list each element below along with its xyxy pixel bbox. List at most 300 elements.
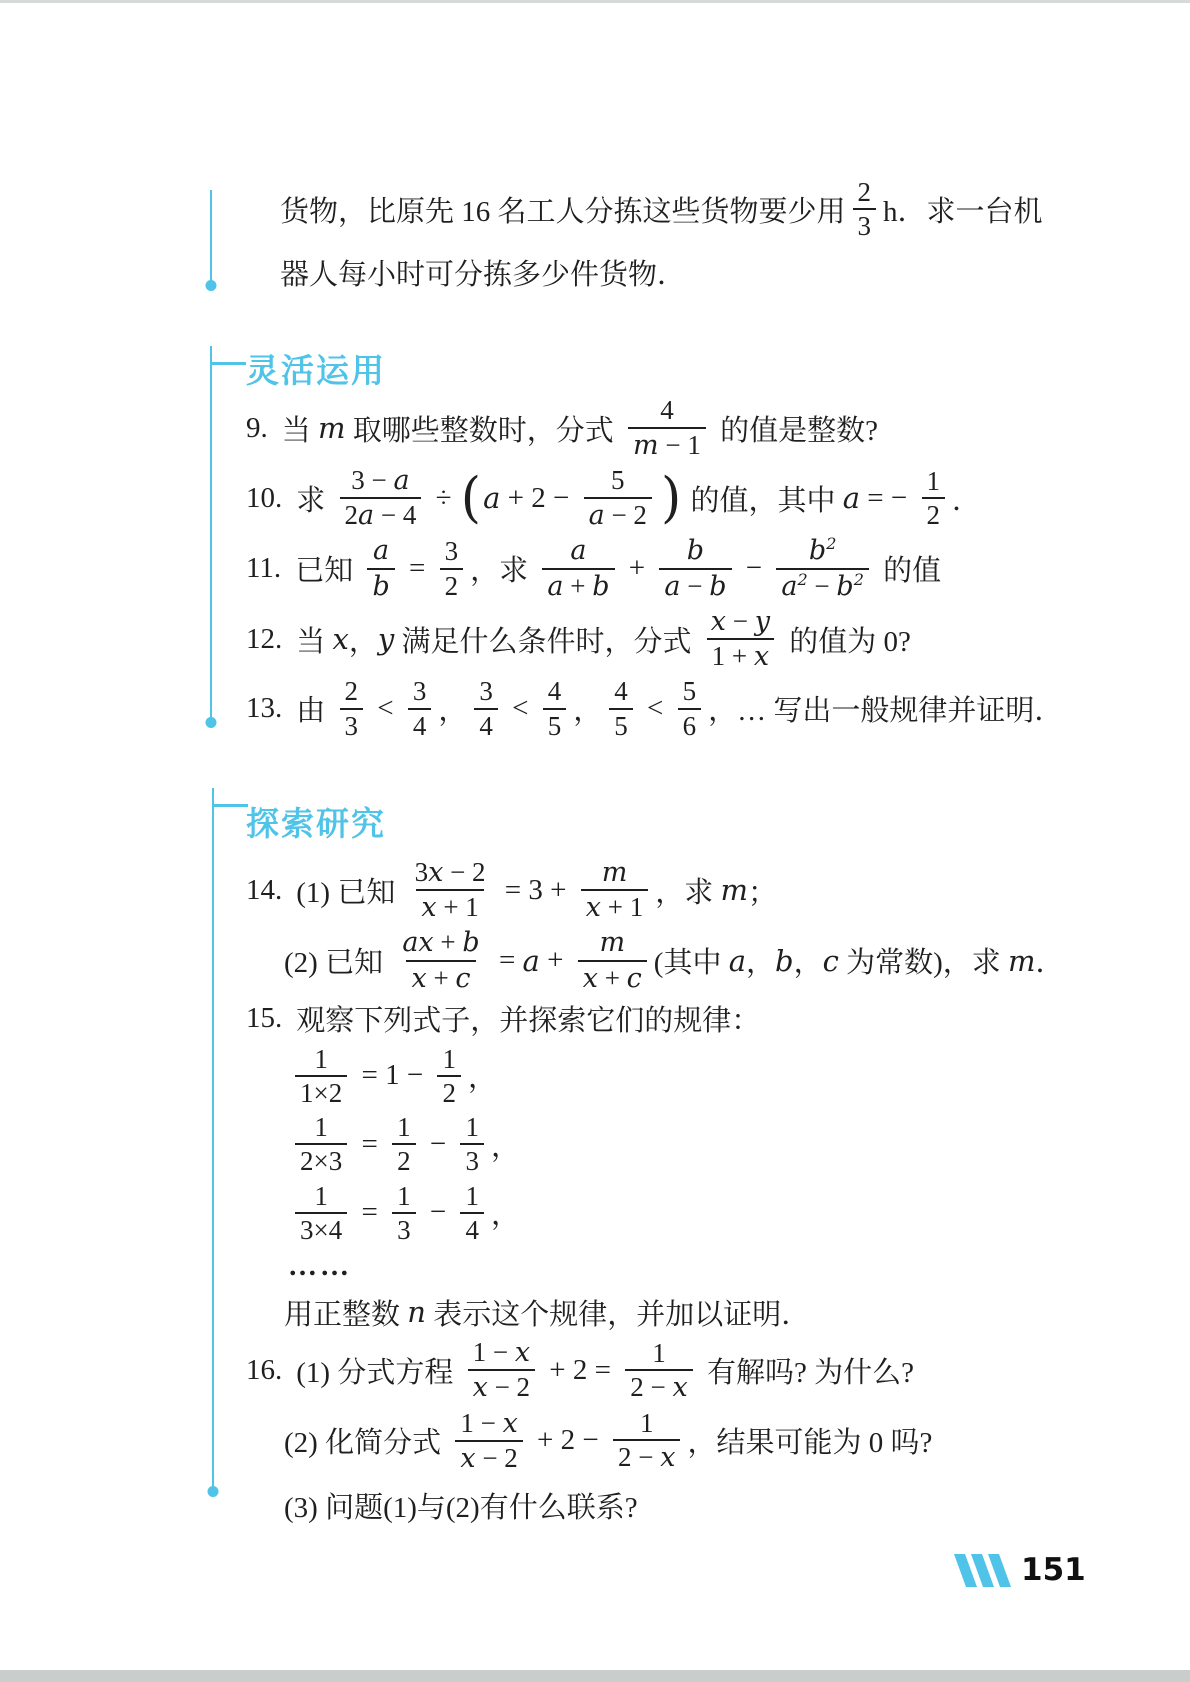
text-run: +	[563, 570, 593, 601]
fraction-denominator	[474, 708, 498, 742]
text-run: + 2 −	[529, 1424, 607, 1457]
problem-line	[246, 394, 1156, 461]
fraction	[455, 1407, 522, 1475]
text-run: 2	[397, 1146, 411, 1177]
fraction	[581, 856, 648, 924]
fraction-numerator	[853, 176, 877, 208]
math-variable: b	[372, 570, 390, 602]
text-run: (2) 已知	[284, 947, 391, 980]
problem-line	[288, 1111, 1156, 1177]
text-run: 2	[344, 500, 359, 531]
fraction	[706, 605, 775, 673]
text-run: 1	[397, 1112, 411, 1143]
fraction-denominator	[776, 568, 869, 603]
text-run: 2	[444, 570, 459, 601]
fraction	[625, 1337, 692, 1404]
fraction-denominator	[581, 889, 648, 924]
text-run: 1 −	[472, 1337, 515, 1368]
text-run: ，	[793, 947, 823, 980]
text-run: 6	[682, 710, 697, 741]
fraction	[295, 1111, 347, 1177]
math-variable: a	[842, 481, 861, 516]
text-run: 1	[652, 1337, 666, 1368]
problem-line	[284, 926, 1156, 994]
text-run: 当	[281, 414, 319, 447]
exercise-sections	[246, 348, 1156, 1527]
fraction-numerator	[340, 675, 364, 707]
math-variable: a	[483, 481, 501, 516]
text-run: 3	[465, 1146, 479, 1177]
text-run: = −	[860, 481, 915, 514]
problem-line	[246, 534, 1156, 602]
text-run: = 3 +	[497, 873, 574, 906]
problem-number: 15.	[246, 1002, 283, 1035]
fraction	[609, 675, 633, 741]
fraction-numerator	[678, 675, 702, 707]
text-run: ，求	[470, 555, 536, 588]
fraction-numerator	[565, 534, 591, 567]
text-run: − 2	[604, 499, 647, 530]
text-run: (1) 分式方程	[296, 1356, 461, 1389]
math-variable: x	[502, 1407, 518, 1439]
text-run: 1 −	[460, 1407, 503, 1438]
text-run: 2	[926, 500, 941, 531]
math-variable: x	[421, 892, 437, 924]
fraction	[460, 1111, 484, 1177]
fraction	[542, 534, 614, 602]
text-run: 2	[344, 676, 359, 707]
text-run: 4	[660, 395, 674, 426]
text-run: ，	[746, 947, 776, 980]
math-variable: a	[588, 499, 605, 531]
fraction-denominator	[922, 497, 946, 531]
math-variable: x	[582, 962, 598, 994]
text-run: +	[539, 944, 571, 977]
text-run: 4	[614, 676, 628, 707]
text-run: 货物，比原先 16 名工人分拣这些货物要少用	[280, 195, 846, 228]
rail-end-dot	[208, 1486, 219, 1497]
section-title: 灵活运用	[246, 350, 386, 390]
text-run: 3	[444, 536, 459, 567]
text-run: 4	[412, 710, 427, 741]
fraction-numerator	[597, 856, 633, 889]
problem-line	[288, 1043, 1156, 1109]
fraction	[584, 464, 652, 531]
math-variable: b	[709, 570, 727, 602]
fraction	[295, 1043, 347, 1109]
fraction	[853, 176, 877, 242]
rail-end-dot	[206, 717, 217, 728]
text-run: ，结果可能为 0 吗?	[687, 1427, 933, 1460]
math-variable: m	[633, 429, 659, 461]
rail-end-dot	[206, 280, 217, 291]
section-title: 探索研究	[246, 804, 386, 844]
fraction-denominator	[295, 1212, 347, 1246]
fraction-denominator	[367, 568, 394, 603]
text-run: ，	[467, 1062, 497, 1095]
fraction	[628, 394, 706, 461]
math-variable: x	[710, 605, 727, 637]
text-run: 有解吗? 为什么?	[699, 1356, 914, 1389]
text-run: 1	[397, 1180, 411, 1211]
text-run: ；	[748, 876, 778, 909]
math-variable: a	[522, 943, 540, 978]
text-run: 的值是整数?	[712, 414, 878, 447]
section-2	[246, 802, 1156, 1527]
text-run: 由	[296, 695, 333, 728]
text-run: −	[807, 570, 837, 601]
scan-edge-bottom	[0, 1670, 1190, 1682]
text-run: 1×2	[300, 1077, 343, 1108]
math-variable: x	[514, 1337, 531, 1369]
fraction-numerator	[804, 534, 841, 567]
fraction-numerator	[594, 926, 630, 959]
math-variable: a	[373, 535, 390, 567]
text-run: 5	[614, 710, 628, 741]
problem-number: 16.	[246, 1353, 283, 1386]
fraction-numerator	[682, 534, 709, 567]
fraction-denominator	[678, 708, 702, 742]
problem-number: 10.	[246, 481, 283, 514]
fraction	[659, 534, 731, 602]
fraction-numerator	[706, 605, 775, 638]
fraction-denominator	[408, 708, 432, 742]
fraction-numerator	[309, 1111, 333, 1143]
text-run: −	[726, 605, 755, 636]
fraction	[922, 465, 946, 531]
math-variable: $a^2$	[781, 569, 808, 602]
math-variable: n	[407, 1295, 426, 1330]
margin-rail-section-1	[210, 346, 212, 723]
fraction	[474, 675, 498, 741]
intro-line	[280, 176, 1156, 242]
math-variable: x	[660, 1442, 676, 1474]
math-variable: x	[411, 962, 427, 994]
text-run: 3	[857, 211, 872, 242]
fraction-denominator	[625, 1369, 692, 1404]
fraction-numerator	[309, 1180, 333, 1212]
text-run: 3	[414, 856, 429, 887]
text-run: =	[401, 552, 433, 585]
fraction-numerator	[410, 856, 491, 889]
text-run: 取哪些整数时，分式	[345, 414, 622, 447]
text-run: ，	[490, 1199, 520, 1232]
text-run: 3×4	[300, 1214, 343, 1245]
fraction	[295, 1180, 347, 1246]
text-run: − 2	[487, 1372, 531, 1403]
fraction-denominator	[340, 708, 364, 742]
problem-number: 14.	[246, 873, 283, 906]
fraction-numerator	[408, 675, 432, 707]
text-run: 1	[314, 1180, 328, 1211]
text-run: −	[422, 1196, 454, 1229]
math-variable: a	[570, 535, 587, 567]
text-run: 用正整数	[284, 1298, 408, 1331]
fraction-denominator	[542, 568, 614, 603]
problem	[246, 464, 1156, 532]
text-run: (1) 已知	[296, 876, 403, 909]
math-variable: b	[592, 570, 610, 602]
problem-line	[246, 675, 1156, 741]
text-run: +	[621, 552, 653, 585]
math-variable: a	[547, 570, 564, 602]
problem-line	[284, 1483, 1156, 1527]
fraction-numerator	[392, 1180, 416, 1212]
text-run: 为常数)，求	[838, 947, 1009, 980]
math-variable: x	[428, 856, 444, 888]
problem	[246, 534, 1156, 602]
fraction	[460, 1180, 484, 1246]
fraction	[543, 675, 567, 741]
text-run: ……	[288, 1249, 352, 1282]
fraction	[578, 926, 647, 994]
margin-rail-section-2	[212, 788, 214, 1492]
math-variable: x	[460, 1442, 476, 1474]
text-run: 5	[547, 710, 562, 741]
text-run: (其中	[653, 947, 729, 980]
text-run: 3	[344, 710, 359, 741]
text-run: 2 −	[618, 1442, 661, 1473]
text-run: (2) 化简分式	[284, 1427, 449, 1460]
text-run: −	[680, 570, 710, 601]
math-variable: y	[377, 622, 395, 657]
math-variable: x	[332, 622, 349, 657]
intro-paragraph	[246, 176, 1156, 294]
text-run: 1	[640, 1408, 654, 1439]
text-run: 4	[479, 710, 493, 741]
text-run: 4	[547, 676, 562, 707]
text-run: 2×3	[300, 1146, 343, 1177]
problem	[246, 605, 1156, 673]
math-variable: a	[358, 500, 375, 532]
text-run: + 1	[436, 892, 479, 923]
fraction	[437, 1043, 461, 1109]
text-run: 2 −	[630, 1371, 673, 1402]
text-run: <	[639, 692, 671, 725]
math-variable: x	[472, 1372, 488, 1404]
fraction-denominator	[340, 497, 422, 532]
text-run: 表示这个规律，并加以证明．	[425, 1298, 811, 1331]
text-run: −	[738, 552, 770, 585]
text-run: − 1	[658, 429, 701, 460]
page-content	[246, 176, 1156, 1529]
fraction-numerator	[440, 535, 464, 567]
problem-number: 13.	[246, 692, 283, 725]
math-variable: a	[728, 943, 747, 978]
fraction-numerator	[655, 394, 679, 426]
fraction-numerator	[455, 1407, 522, 1440]
text-run: 1	[314, 1043, 328, 1074]
text-run: 3	[479, 676, 493, 707]
text-run: <	[504, 692, 536, 725]
text-run: + 2 −	[500, 481, 577, 514]
fraction-denominator	[578, 960, 647, 995]
text-run: 器人每小时可分拣多少件货物．	[280, 258, 687, 291]
text-run: 1	[465, 1180, 479, 1211]
fraction-denominator	[853, 208, 877, 242]
fraction-denominator	[613, 1439, 680, 1474]
fraction-denominator	[455, 1440, 522, 1475]
text-run: =	[354, 1127, 386, 1160]
text-run: ，	[438, 695, 468, 728]
fraction-denominator	[416, 889, 483, 924]
fraction	[367, 534, 394, 602]
text-run: 3	[397, 1214, 411, 1245]
fraction-denominator	[406, 960, 475, 995]
fraction-numerator	[922, 465, 946, 497]
fraction-numerator	[437, 1043, 461, 1075]
text-run: =	[491, 944, 523, 977]
problem	[246, 675, 1156, 741]
text-run: 已知	[295, 555, 361, 588]
fraction	[678, 675, 702, 741]
fraction-numerator	[309, 1043, 333, 1075]
math-variable: $b^2$	[836, 569, 864, 602]
fraction-numerator	[468, 1336, 535, 1369]
fraction-numerator	[647, 1337, 671, 1369]
page-footer	[960, 1552, 1086, 1588]
text-run: ．	[1035, 947, 1065, 980]
text-run: +	[433, 927, 463, 958]
text-run: − 2	[475, 1442, 518, 1473]
text-run: =	[354, 1196, 386, 1229]
scan-edge-top	[0, 0, 1190, 3]
fraction-numerator	[543, 675, 567, 707]
fraction	[468, 1336, 535, 1404]
fraction	[440, 535, 464, 601]
text-run: − 2	[443, 856, 486, 887]
fraction-numerator	[609, 675, 633, 707]
fraction	[410, 856, 491, 924]
problem-line	[246, 1336, 1156, 1404]
section-1	[246, 348, 1156, 741]
fraction-denominator	[437, 1075, 461, 1109]
text-run: −	[422, 1127, 454, 1160]
math-variable: m	[599, 927, 626, 959]
text-run: h．求一台机	[883, 195, 1043, 228]
fraction	[397, 926, 484, 994]
fraction	[392, 1111, 416, 1177]
text-run: 观察下列式子，并探索它们的规律：	[296, 1005, 761, 1038]
math-variable: c	[626, 962, 642, 994]
text-run: 的值为 0?	[782, 625, 911, 658]
text-run: ÷	[428, 481, 459, 514]
text-run: ，求	[655, 876, 721, 909]
rail-tick	[212, 804, 248, 807]
text-run: 当	[296, 625, 333, 658]
fraction-denominator	[628, 427, 706, 462]
intro-line	[280, 250, 1156, 294]
text-run: +	[426, 962, 456, 993]
problem-line	[246, 997, 1156, 1041]
text-run: 2	[442, 1077, 456, 1108]
fraction-numerator	[346, 464, 414, 497]
fraction-numerator	[397, 926, 484, 959]
margin-rail-intro	[210, 190, 212, 286]
problem	[246, 856, 1156, 995]
math-variable: b	[462, 927, 480, 959]
math-variable: y	[754, 605, 771, 637]
math-variable: b	[775, 943, 794, 978]
text-run: 5	[682, 676, 697, 707]
fraction	[392, 1180, 416, 1246]
text-run: <	[370, 692, 401, 725]
math-variable: $b^2$	[808, 534, 837, 567]
fraction-denominator	[295, 1075, 347, 1109]
fraction-denominator	[295, 1143, 347, 1177]
text-run: 4	[465, 1214, 479, 1245]
fraction-denominator	[584, 497, 652, 532]
problem-number: 9.	[246, 411, 268, 444]
math-variable: m	[601, 856, 628, 888]
fraction-denominator	[460, 1143, 484, 1177]
problem-line	[288, 1248, 1156, 1284]
fraction-numerator	[368, 534, 394, 567]
problem-line	[246, 605, 1156, 673]
text-run: 1 +	[711, 641, 754, 672]
problem-line: 10. 求 $\frac{3 - a}{2a - 4}$ ÷ ( a + 2 − $\frac{5}{a - 2}$ ) 的值，其中 a = − $\frac{1}{2}$ ．	[246, 464, 982, 532]
problem	[246, 997, 1156, 1334]
fraction-numerator	[474, 675, 498, 707]
fraction-denominator	[609, 708, 633, 742]
math-variable: a	[393, 464, 410, 496]
math-variable: x	[672, 1371, 688, 1403]
fraction	[340, 675, 364, 741]
math-variable: m	[318, 411, 346, 446]
problem-number: 11.	[246, 552, 282, 585]
fraction-denominator	[392, 1212, 416, 1246]
fraction-denominator	[460, 1212, 484, 1246]
problem-line	[284, 1407, 1156, 1475]
problem	[246, 394, 1156, 461]
math-variable: m	[720, 873, 748, 908]
fraction-denominator	[707, 638, 774, 673]
text-run: 满足什么条件时，分式	[394, 625, 699, 658]
page-number-slashes-icon	[960, 1554, 1011, 1587]
fraction-numerator	[635, 1407, 659, 1439]
page-number: 151	[1021, 1552, 1086, 1588]
problem-line	[246, 856, 1156, 924]
problem	[246, 1336, 1156, 1527]
fraction-numerator	[606, 464, 630, 496]
fraction	[776, 534, 869, 602]
math-variable: a	[664, 570, 681, 602]
text-run: ，	[490, 1130, 520, 1163]
fraction-numerator	[460, 1180, 484, 1212]
fraction-denominator	[543, 708, 567, 742]
text-run: 1	[465, 1112, 479, 1143]
text-run: + 2 =	[542, 1353, 619, 1386]
text-run: 1	[314, 1112, 328, 1143]
text-run: 求	[296, 484, 333, 517]
text-run: +	[597, 962, 627, 993]
text-run: 的值	[875, 555, 942, 588]
text-run: 的值，其中	[683, 484, 843, 517]
fraction-denominator	[468, 1369, 535, 1404]
text-run: − 4	[374, 500, 417, 531]
math-variable: ax	[402, 927, 434, 959]
text-run: 2	[857, 177, 872, 207]
text-run: 3 −	[351, 464, 394, 495]
text-run: ．	[952, 484, 982, 517]
rail-tick	[210, 362, 246, 365]
text-run: ，	[348, 625, 378, 658]
text-run: 1	[926, 465, 941, 496]
problem-line	[288, 1180, 1156, 1246]
math-variable: c	[822, 943, 839, 978]
text-run: ，… 写出一般规律并证明．	[708, 695, 1064, 728]
text-run: 5	[611, 465, 625, 496]
